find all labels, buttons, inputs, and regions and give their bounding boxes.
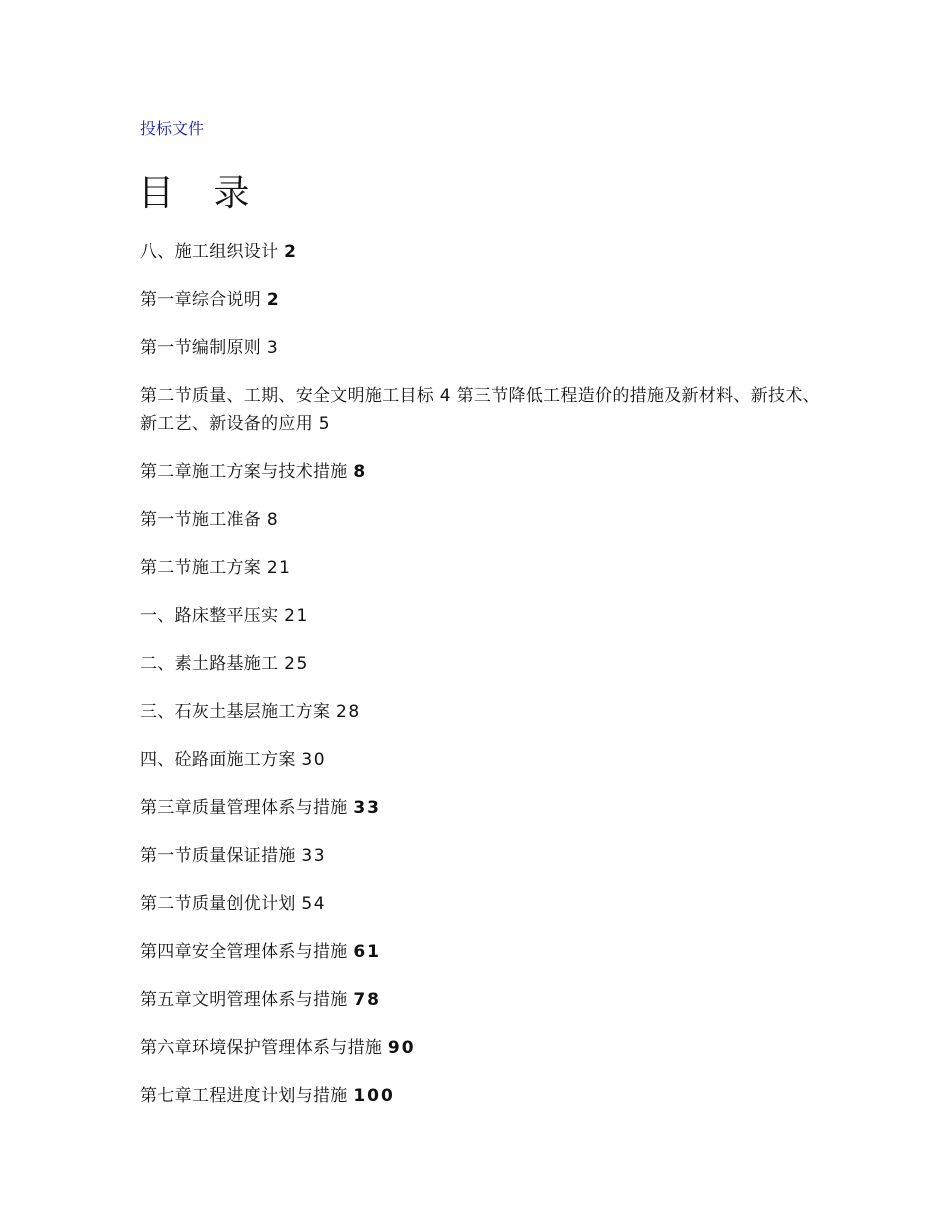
toc-entry-text: 三、石灰土基层施工方案 xyxy=(140,702,331,722)
toc-entry[interactable] xyxy=(140,890,830,918)
toc-entry[interactable] xyxy=(140,650,830,678)
toc-entry-page-number: 21 xyxy=(266,558,292,578)
toc-entry-page-number: 78 xyxy=(353,990,381,1010)
toc-entry[interactable] xyxy=(140,506,830,534)
toc-entry-text: 第一节编制原则 xyxy=(140,338,262,358)
toc-entry-page-number: 25 xyxy=(284,654,309,674)
toc-entry-text: 第七章工程进度计划与措施 xyxy=(140,1086,348,1106)
toc-entry-text: 第一章综合说明 xyxy=(140,290,262,310)
toc-entry[interactable] xyxy=(140,458,830,486)
toc-entry-text: 第六章环境保护管理体系与措施 xyxy=(140,1038,383,1058)
header-link[interactable]: 投标文件 xyxy=(140,119,205,138)
toc-entry[interactable] xyxy=(140,382,830,438)
toc-entry-page-number: 8 xyxy=(353,462,368,482)
toc-entry-text: 第二章施工方案与技术措施 xyxy=(140,462,348,482)
toc-list xyxy=(140,238,830,1130)
toc-entry[interactable] xyxy=(140,698,830,726)
toc-entry[interactable] xyxy=(140,286,830,314)
toc-entry-page-number: 2 xyxy=(266,290,281,310)
toc-entry-page-number: 8 xyxy=(266,510,280,530)
toc-entry[interactable] xyxy=(140,602,830,630)
toc-entry-text: 第二节施工方案 xyxy=(140,558,262,578)
toc-entry-page-number: 21 xyxy=(284,606,309,626)
toc-entry-page-number: 61 xyxy=(353,942,381,962)
toc-entry-text: 一、路床整平压实 xyxy=(140,606,279,626)
toc-entry-text: 二、素土路基施工 xyxy=(140,654,279,674)
toc-entry[interactable] xyxy=(140,842,830,870)
toc-entry[interactable] xyxy=(140,238,830,266)
toc-entry-page-number: 33 xyxy=(353,798,381,818)
toc-entry-page-number: 2 xyxy=(284,242,298,262)
toc-entry[interactable] xyxy=(140,1034,830,1062)
toc-entry[interactable] xyxy=(140,794,830,822)
toc-entry[interactable] xyxy=(140,554,830,582)
toc-entry-text: 第二节质量、工期、安全文明施工目标 4 第三节降低工程造价的措施及新材料、新技术、新工艺、新设备的应用 xyxy=(140,386,820,434)
toc-entry-text: 第一节施工准备 xyxy=(140,510,262,530)
toc-entry[interactable] xyxy=(140,938,830,966)
toc-entry-page-number: 5 xyxy=(318,414,332,434)
toc-entry-page-number: 28 xyxy=(336,702,361,722)
toc-entry-page-number: 54 xyxy=(301,894,327,914)
toc-entry[interactable] xyxy=(140,746,830,774)
toc-entry-text: 第三章质量管理体系与措施 xyxy=(140,798,348,818)
toc-entry-text: 八、施工组织设计 xyxy=(140,242,279,262)
toc-title: 目 录 xyxy=(138,173,264,214)
toc-entry[interactable] xyxy=(140,334,830,362)
toc-entry-page-number: 33 xyxy=(301,846,327,866)
toc-entry-page-number: 30 xyxy=(301,750,327,770)
toc-entry-text: 四、砼路面施工方案 xyxy=(140,750,296,770)
toc-entry-text: 第五章文明管理体系与措施 xyxy=(140,990,348,1010)
toc-entry-page-number: 3 xyxy=(266,338,280,358)
toc-entry-page-number: 100 xyxy=(353,1086,395,1106)
toc-entry-page-number: 90 xyxy=(387,1038,416,1058)
toc-entry-text: 第一节质量保证措施 xyxy=(140,846,296,866)
toc-entry-text: 第四章安全管理体系与措施 xyxy=(140,942,348,962)
toc-entry[interactable] xyxy=(140,986,830,1014)
toc-entry[interactable] xyxy=(140,1082,830,1110)
toc-entry-text: 第二节质量创优计划 xyxy=(140,894,296,914)
